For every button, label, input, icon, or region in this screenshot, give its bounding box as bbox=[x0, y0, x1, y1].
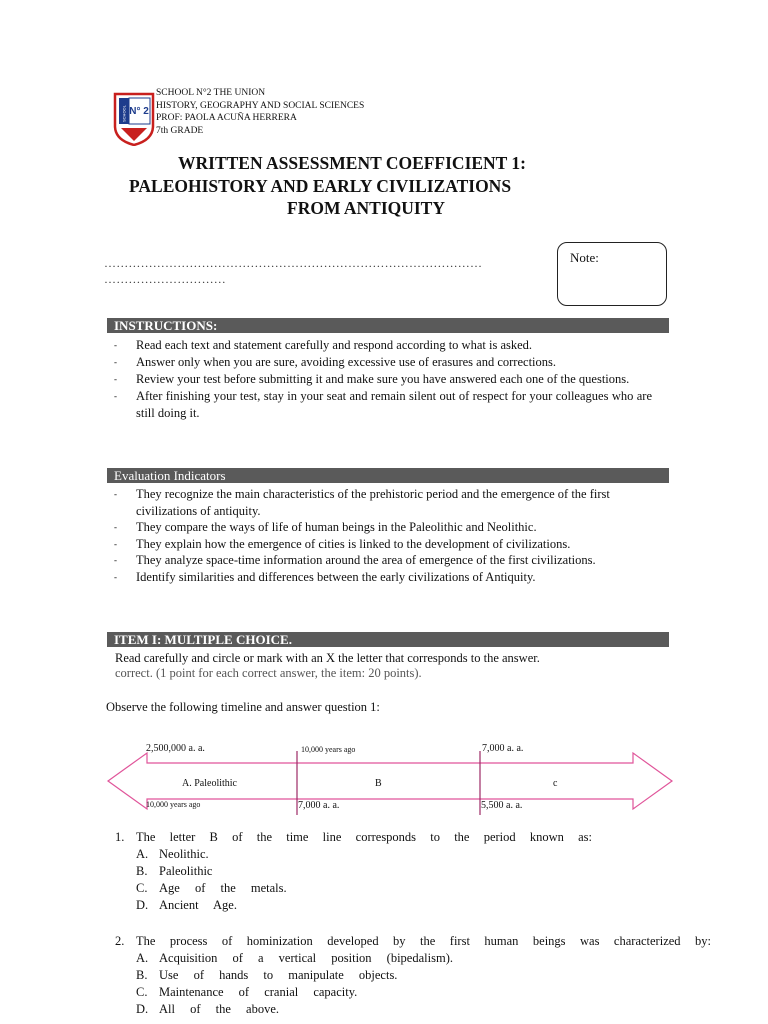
question-number: 2. bbox=[115, 934, 125, 948]
item1-intro-line-1: Read carefully and circle or mark with an X the letter that corresponds to the answer. bbox=[115, 651, 540, 665]
timeline-top-label: 7,000 a. a. bbox=[482, 743, 524, 754]
note-label: Note: bbox=[570, 250, 599, 265]
instruction-item: - After finishing your test, stay in your seat and remain silent out of respect for your colleagues who are still doing it. bbox=[107, 388, 652, 421]
answer-option-d[interactable] bbox=[136, 897, 592, 914]
timeline-bottom-label: 10,000 years ago bbox=[146, 800, 201, 809]
option-text: Neolithic. bbox=[159, 847, 209, 861]
timeline-top-label: 10,000 years ago bbox=[301, 745, 356, 754]
student-name-line[interactable]: ………………………………………………………………………………… bbox=[104, 256, 483, 270]
question-text: The process of hominization developed by the first human beings was characterized by: bbox=[136, 934, 711, 948]
option-text: Maintenance of cranial capacity. bbox=[159, 985, 358, 999]
timeline-segment-label: A. Paleolithic bbox=[182, 778, 237, 789]
page-title-line-2: PALEOHISTORY AND EARLY CIVILIZATIONS bbox=[129, 176, 512, 196]
option-text: All of the above. bbox=[159, 1002, 280, 1016]
answer-option-a[interactable] bbox=[136, 846, 592, 863]
subject-name: HISTORY, GEOGRAPHY AND SOCIAL SCIENCES bbox=[156, 100, 365, 111]
question-number: 1. bbox=[115, 830, 125, 844]
grade-note-box[interactable] bbox=[557, 242, 667, 306]
grade-level: 7th GRADE bbox=[156, 125, 204, 136]
student-name-line-continued[interactable]: ………………………… bbox=[104, 272, 226, 286]
answer-option-b[interactable] bbox=[136, 967, 711, 984]
option-text: Use of hands to manipulate objects. bbox=[159, 968, 398, 982]
option-letter: A. bbox=[136, 847, 149, 861]
evaluation-item: - They recognize the main characteristics of the prehistoric period and the emergence of the first civilizations of antiquity. bbox=[107, 486, 652, 519]
option-text: Paleolithic bbox=[159, 864, 213, 878]
question-1 bbox=[115, 829, 592, 914]
question-2 bbox=[115, 933, 711, 1018]
evaluation-item: - Identify similarities and differences between the early civilizations of Antiquity. bbox=[107, 569, 652, 586]
instructions-list bbox=[107, 337, 652, 422]
item1-intro-line-2: correct. (1 point for each correct answer, the item: 20 points). bbox=[115, 666, 422, 680]
option-letter: D. bbox=[136, 1002, 149, 1016]
timeline-bottom-label: 5,500 a. a. bbox=[481, 800, 523, 811]
option-text: Age of the metals. bbox=[159, 881, 287, 895]
evaluation-heading: Evaluation Indicators bbox=[107, 468, 669, 483]
answer-option-a[interactable] bbox=[136, 950, 711, 967]
answer-option-b[interactable] bbox=[136, 863, 592, 880]
option-text: Ancient Age. bbox=[159, 898, 237, 912]
evaluation-item: - They explain how the emergence of cities is linked to the development of civilizations. bbox=[107, 536, 652, 553]
instruction-item: - Review your test before submitting it and make sure you have answered each one of the questions. bbox=[107, 371, 652, 388]
option-letter: C. bbox=[136, 881, 148, 895]
logo-side-text: SCHOOL bbox=[121, 105, 127, 122]
option-letter: B. bbox=[136, 968, 148, 982]
answer-option-d[interactable] bbox=[136, 1001, 711, 1018]
page-title-line-3: FROM ANTIQUITY bbox=[287, 198, 445, 218]
evaluation-item: - They compare the ways of life of human beings in the Paleolithic and Neolithic. bbox=[107, 519, 652, 536]
school-name: SCHOOL N°2 THE UNION bbox=[156, 88, 266, 98]
logo-number: N° 2 bbox=[129, 106, 149, 117]
teacher-name: PROF: PAOLA ACUÑA HERRERA bbox=[156, 113, 297, 123]
question-text: The letter B of the time line corresponds to the period known as: bbox=[136, 830, 592, 844]
item1-intro bbox=[115, 651, 540, 681]
evaluation-list bbox=[107, 486, 652, 585]
timeline-bottom-label: 7,000 a. a. bbox=[298, 800, 340, 811]
answer-option-c[interactable] bbox=[136, 880, 592, 897]
timeline-prompt: Observe the following timeline and answer question 1: bbox=[106, 700, 380, 714]
answer-option-c[interactable] bbox=[136, 984, 711, 1001]
option-letter: C. bbox=[136, 985, 148, 999]
timeline-segment-label: B bbox=[375, 778, 382, 789]
school-header bbox=[156, 87, 364, 137]
option-letter: D. bbox=[136, 898, 149, 912]
option-letter: B. bbox=[136, 864, 148, 878]
instruction-item: - Answer only when you are sure, avoiding excessive use of erasures and corrections. bbox=[107, 354, 652, 371]
timeline bbox=[105, 735, 675, 825]
page-title-line-1: WRITTEN ASSESSMENT COEFFICIENT 1: bbox=[178, 153, 526, 173]
evaluation-item: - They analyze space-time information around the area of emergence of the first civilizations. bbox=[107, 552, 652, 569]
instructions-heading: INSTRUCTIONS: bbox=[107, 318, 669, 333]
item1-heading: ITEM I: MULTIPLE CHOICE. bbox=[107, 632, 669, 647]
school-logo bbox=[113, 92, 155, 146]
instruction-item: - Read each text and statement carefully and respond according to what is asked. bbox=[107, 337, 652, 354]
option-letter: A. bbox=[136, 951, 149, 965]
option-text: Acquisition of a vertical position (bipedalism). bbox=[159, 951, 453, 965]
timeline-top-label: 2,500,000 a. a. bbox=[146, 743, 205, 754]
timeline-segment-label: c bbox=[553, 778, 558, 789]
